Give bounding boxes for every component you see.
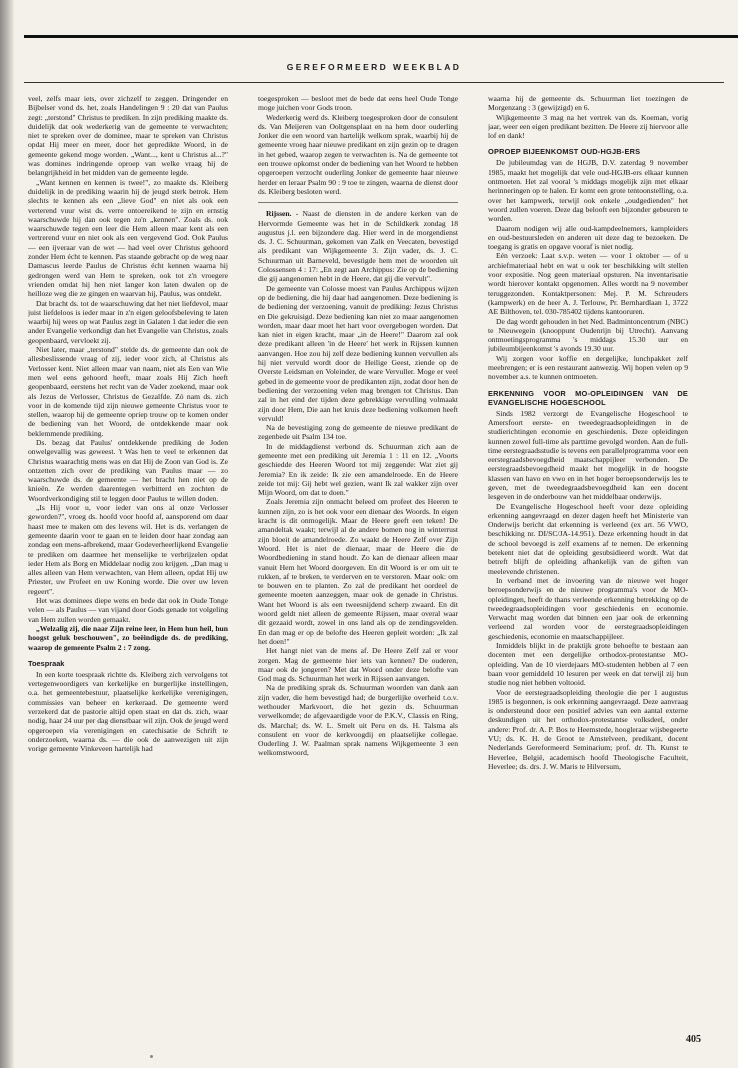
paragraph: veel, zelfs maar iets, over zichzelf te zeggen. Dringender en Bijbelser vond ds. het, zoals Handelingen 9 : 20 dat van Paulus zegt: „terstond" Christus te prediken. In zijn prediking maakte ds. duidelijk dat ook wederkerig van de gemeente te verwachten; niet te spreken over de dominee, maar te spreken van Christus opdat Hij meer en meer, door het gepredikte Woord, in de gemeente gekend moge worden. „Want..., kent u Christus al...?" was domines indringende oproep van welke vraag hij de belangrijkheid in het midden van de gemeente legde. [28, 94, 228, 178]
paragraph: Het was dominees diepe wens en bede dat ook in Oude Tonge velen — als Paulus — van vijand door Gods genade tot volgeling van Hem zullen worden gemaakt. [28, 596, 228, 624]
paragraph: De Evangelische Hogeschool heeft voor deze opleiding erkenning aangevraagd en dezer dagen heeft het Ministerie van Onderwijs bericht dat erkenning is verleend (ex art. 56 VWO, beschikking nr. DI/SC/JA-14.951). Deze erkenning houdt in dat de school bevoegd is zelf examens af te nemen. De erkenning betekent niet dat de opleiding gesubsidieerd wordt. Wat dat betreft blijft de opleiding afhankelijk van de giften van meelevende christenen. [488, 501, 688, 576]
top-rule [24, 35, 738, 38]
paragraph: Ds. bezag dat Paulus' ontdekkende prediking de Joden onwelgevallig was geweest. 't Was hen te veel te erkennen dat Christus waarachtig mens was en dat Hij de Zoon van God is. Ze ontzetten zich over de prediking van Paulus maar — zo waarschuwde ds. de gemeente — het bracht hen niet op de knieën. Ze werden daarentegen verbitterd en zochten de Woordverkondiging stil te leggen door Paulus te willen doden. [28, 437, 228, 503]
paragraph: Wij zorgen voor koffie en dergelijke, lunchpakket zelf meebrengen; er is een restaurant aanwezig. Wij hopen velen op 9 november a.s. te kunnen ontmoeten. [488, 353, 688, 382]
paragraph-closing-psalm: „Welzalig zij, die naar Zijn reine leer, in Hem hun heil, hun hoogst geluk beschouwen", zo beëindigde ds. de prediking, waarop de gemeente Psalm 2 : 7 zong. [28, 623, 228, 652]
paragraph: Wijkgemeente 3 mag na het vertrek van ds. Koeman, vorig jaar, weer een eigen predikant bezitten. De Heere zij hiervoor alle lof en dank! [488, 112, 688, 141]
section-heading-erkenning: ERKENNING VOOR MO-OPLEIDINGEN VAN DE EVANGELISCHE HOGESCHOOL [488, 388, 688, 407]
paragraph: Het hangt niet van de mens af. De Heere Zelf zal er voor zorgen. Mag de gemeente hier iets van kennen? De ouderen, maar ook de jongeren? Met dat Woord onder deze belofte van God mag ds. Schuurman het werk in Rijssen aanvangen. [258, 646, 458, 684]
print-speck [150, 1055, 153, 1058]
paragraph: Zoals Jeremia zijn onmacht beleed om profeet des Heeren te kunnen zijn, zo is het ook voor een dienaar des Woords. In eigen kracht is dit onmogelijk. Maar de Heere geeft een teken! De amandeltak waakt; terwijl al de andere bomen nog in winterrust zijn bloeit de amandelroede. Zo waakt de Heere Zelf over Zijn Woord. Het is niet de dienaar, maar de Heere die de Woordbediening in stand houdt. Zo kan de dienaar alleen maar vanuit Hem het Woord doorgeven. En dit Woord is er om uit te rukken, af te breken, te verderven en te verstoren. Maar ook: om te bouwen en te planten. Zo zal de predikant het oordeel de gemeente moeten aanzeggen, maar ook de genade in Christus. Want het Woord is als een tweesnijdend scherp zwaard. En dit woord geldt niet alleen de gemeente Rijssen, maar overal waar dit gezaaid wordt, zowel in ons land als op de zendingsvelden. En dan mag er op de belofte des Heeren gepleit worden: „Ik zal het doen!" [258, 497, 458, 646]
paragraph: Inmiddels blijkt in de praktijk grote behoefte te bestaan aan docenten met een dergelijke orthodox-protestantse MO-opleiding. Van de 10 vierdejaars MO-studenten hebben al 7 een baan voor gemiddeld 10 lesuren per week en dat terwijl zij hun studie nog niet hebben voltooid. [488, 641, 688, 688]
paragraph: Voor de eerstegraadsopleiding theologie die per 1 augustus 1985 is begonnen, is ook erkenning aangevraagd. Deze aanvraag is ondersteund door een positief advies van een aantal externe deskundigen uit het orthodox-protestantse volksdeel, onder andere: Prof. dr. A. P. Bos te Heemstede, hoogleraar wijsbegeerte VU; ds. K. H. de Groot te Amstelveen, predikant, docent Nederlands Gereformeerd Seminarium; prof. dr. Th. Kunst te Heverlee, België, academisch hoofd Theologische Faculteit, Heverlee; ds. drs. J. W. Maris te Hilversum, [488, 687, 688, 771]
column-3 [488, 94, 688, 1042]
paragraph: „Want kennen en kennen is twee!", zo maakte ds. Kleiberg duidelijk in de prediking waarin hij de jeugd sterk betrok. Hem slechts te kennen als een „lieve God" en niet als ook een verterend vuur wist ds. verre ontoereikend te zijn en ernstig waarschuwde hij dan ook tegen zo'n „kennen". Zoals ds. ook waarschuwde tegen een leer die Hem alleen maar kent als een vertrerend vuur en niet ook als een vergevend God. Ook Paulus — een ijveraar van de wet — had veel over Christus gehoord zonder Hem écht te kennen. Pas staande gebracht op de weg naar Damascus leerde Paulus de Christus écht kennen waarna hij gedrongen werd van Hem te spreken, ook tot z'n vroegere vrienden omdat hij hen niet langer kon laten dwalen op de heilloze weg die ze gingen en waarvan hij, Paulus, was ontdekt. [28, 177, 228, 299]
page-binding-shadow [0, 0, 14, 1068]
running-header: GEREFORMEERD WEEKBLAD [286, 62, 462, 72]
paragraph: In de middagdienst verbond ds. Schuurman zich aan de gemeente met een prediking uit Jeremia 1 : 11 en 12. „Voorts geschiedde des Heeren Woord tot mij zeggende: Wat ziet gij Jeremia? En ik zeide: Ik zie een amandelroede. En de Heere zeide tot mij: Gij hebt wel gezien, want Ik zal wakker zijn over Mijn Woord, om dat te doen." [258, 441, 458, 498]
paragraph: De dag wordt gehouden in het Ned. Badmintoncentrum (NBC) te Nieuwegein (knooppunt Oudenrijn bij Utrecht). Aanvang ontmoetingsprogramma 's middags 15.30 uur en jubileumbijeenkomst 's avonds 19.30 uur. [488, 316, 688, 354]
paragraph: Sinds 1982 verzorgt de Evangelische Hogeschool te Amersfoort eerste- en tweedegraadsopleidingen in de studierichtingen economie en geschiedenis. Deze opleidingen kunnen zowel full-time als parttime gevolgd worden. Aan de full-time eerstegraadsstudie is tevens een parallelprogramma voor een eerstegraadsbevoegdheid maatschappijleer verbonden. De eerstegraadsbevoegdheid maakt het mogelijk in de hoogste klassen van havo en vwo en in het hoger beroepsonderwijs les te geven, met de tweedegraadsbevoegdheid kan een docent lesgeven in de onderbouw van het middelbaar onderwijs. [488, 408, 688, 502]
paragraph: toegesproken — besloot met de bede dat eens heel Oude Tonge moge juichen voor Gods troon. [258, 94, 458, 113]
paragraph: De gemeente van Colosse moest van Paulus Archippus wijzen op de bediening, die hij daar had aangenomen. Deze bediening is de bediening der verzoening, vanuit de prediking: Jezus Christus en Die gekruisigd. Deze bediening kan niet zo maar aangenomen worden, maar daar moet het hart voor overgebogen worden. Dat kan niet in eigen kracht, maar „in de Heere!" Daarom zal ook deze predikant alleen 'in de Heere' het werk in Rijssen kunnen aanvangen. Hoe zou hij zelf deze bediening kunnen vervullen als hij niet vervuld wordt door de Heilige Geest, ziende op de Overste Leidsman en Voleinder, de ware Vervuller. Moge er veel gebed in de gemeente voor de predikanten zijn, zodat door hen de bediening der verzoening velen mag brengen tot Christus. Dan zal in het eind der tijden deze gebrekkige vervulling volmaakt zijn door Hem, Die aan het kruis deze bediening volkomen heeft vervuld! [258, 283, 458, 423]
paragraph: In een korte toespraak richtte ds. Kleiberg zich vervolgens tot vertegenwoordigers van kerkelijke en burgerlijke instellingen, o.a. het gemeentebestuur, plaatselijke kerkelijke verenigingen, commissies van beheer en kerkeraad. De gemeente werd verzekerd dat de pastorie altijd open staat en dat ds. zich, waar nodig, haar 24 uur per dag dienstbaar wil zijn. Ook de jeugd werd opgeroepen via verenigingen en catechisatie de Schrift te onderzoeken, waarna ds. — die ook de aanwezigen uit zijn vorige gemeente Vinkeveen hartelijk had [28, 669, 228, 754]
paragraph: Dat bracht ds. tot de waarschuwing dat het niet liefdevol, maar juist liefdeloos is ieder maar in z'n eigen geloofsbeleving te laten waarbij hij wees op wat Paulus zegt in Galaten 1 dat ieder die een ander Evangelie verkondigt dan het Evangelie van Christus, zoals geopenbaard, vervloekt zij. [28, 298, 228, 345]
header-rule [24, 82, 724, 83]
paragraph: In verband met de invoering van de nieuwe wet hoger beroepsonderwijs en de nieuwe programma's voor de MO-opleidingen, heeft de thans verleende erkenning betrekking op de tweedegraadsopleidingen voor geschiedenis en economie. Verwacht mag worden dat binnen een jaar ook de erkenning verleend zal worden voor de eerstegraadsopleidingen geschiedenis, economie en maatschappijleer. [488, 575, 688, 641]
paragraph: waarna hij de gemeente ds. Schuurman liet toezingen de Morgenzang : 3 (gewijzigd) en 6. [488, 94, 688, 113]
paragraph-rijssen [258, 209, 458, 283]
section-divider [258, 202, 458, 203]
column-1 [28, 94, 228, 1042]
paragraph: De jubileumdag van de HGJB, D.V. zaterdag 9 november 1985, maakt het mogelijk dat vele oud-HGJB-ers elkaar kunnen ontmoeten. Het zal vooral 's middags mogelijk zijn met elkaar herinneringen op te halen. Er komt een grote tentoonstelling, o.a. over het kampwerk, terwijl ook enkele „oudgedienden" het woord zullen voeren. Deze dag belooft een bijzonder gebeuren te worden. [488, 158, 688, 224]
place-name-lead: Rijssen. [266, 209, 292, 219]
paragraph: „Is Hij voor u, voor ieder van ons al onze Verlosser geworden?", vroeg ds. hoofd voor hoofd af, aansporend om daar haast mee te maken om des levens wil. Het is ds. verlangen de gemeente daarin voor te gaan en te leiden door haar zondag aan zondag een mens-afbrekend, maar Godeverheerlijkend Evangelie te prediken om daarmee het menselijke te verbrijzelen opdat ieder Hem als Borg en Middelaar nodig zou krijgen. „Dan mag u alles alleen van Hem verwachten, van Hem alleen, opdat Hij uw Priester, uw Profeet en uw Koning worde. Die over uw leven regeert". [28, 503, 228, 596]
paragraph: Eén verzoek: Laat s.v.p. weten — voor 1 oktober — of u archiefmateriaal hebt en wat u ook ter beschikking wilt stellen voor expositie. Nog geen materiaal opsturen. Na inventarisatie wordt hierover kontakt opgenomen. Alles wordt na 9 november teruggezonden. Kontaktpersonen: Mej. P. M. Schreuders (kampwerk) en de heer A. J. Terlouw, Pr. Bernhardlaan 1, 3722 AE Bilthoven, tel. 030-785402 tijdens kantooruren. [488, 251, 688, 317]
paragraph-text: - Naast de diensten in de andere kerken van de Hervormde Gemeente was het in de Schildkerk zondag 18 augustus j.l. een bijzondere dag. Hier werd in de morgendienst ds. J. C. Schuurman, gekomen van Zalk en Veecaten, bevestigd als predikant van Wijkgemeente 3. Zijn vader, ds. J. C. Schuurman uit Barneveld, bevestigde hem met de woorden uit Colossensen 4 : 17: „En zegt aan Archippus: Zie op de bediening die gij aangenomen hebt in de Heere, dat gij die vervult". [258, 209, 458, 284]
paragraph: Na de prediking sprak ds. Schuurman woorden van dank aan zijn vader, die hem bevestigd had; de burgerlijke overheid t.o.v. wethouder Markvoort, die het gezin ds. Schuurman verwelkomde; de afgevaardigde voor de P.K.V., Classis en Ring, ds. Marchal; ds. W. L. Smelt uit Peru en ds. H. Talsma als consulent en voor de kerkvoogdij en plaatselijke collegae. Ouderling J. W. Paalman sprak namens Wijkgemeente 3 een welkomstwoord, [258, 683, 458, 758]
paragraph: Wederkerig werd ds. Kleiberg toegesproken door de consulent ds. Van Meijeren van Ooltgensplaat en na hem door ouderling Jonker die een woord van hartelijk welkom sprak, waarbij hij de gemeente vroeg haar nieuwe predikant en zijn gezin op te dragen in het gebed, waarop zegen te verwachten is. Na de gemeente tot een trouwe opkomst onder de bediening van het Woord te hebben opgeroepen verzocht ouderling Jonker de gemeente haar nieuwe herder en leraar Psalm 90 : 9 toe te zingen, waarna de dienst door ds. Kleiberg besloten werd. [258, 112, 458, 196]
page-number: 405 [686, 1034, 701, 1045]
column-2 [258, 94, 458, 1042]
paragraph: Niet later, maar „terstond" stelde ds. de gemeente dan ook de allesbeslissende vraag of zij, ieder voor zich, al Christus als Verlosser kent. Niet alleen maar van naam, niet als Een van Wie men wel eens gehoord heeft, maar zoals Hij Zich heeft geopenbaard, eerstens het recht van de Vader zoekend, maar ook als Jezus de Verlosser, Christus de Gezalfde. Zó nam ds. zich voor in de komende tijd zijn nieuwe gemeente Christus voor te stellen, waarop hij de gemeente opriep trouw op te komen onder de bediening van het Woord, de ontdekkende maar ook beklemmende prediking. [28, 345, 228, 438]
paragraph: Na de bevestiging zong de gemeente de nieuwe predikant de zegenbede uit Psalm 134 toe. [258, 423, 458, 442]
section-heading-toespraak: Toespraak [28, 658, 65, 668]
section-heading-oproep: OPROEP BIJEENKOMST OUD-HGJB-ERS [488, 147, 641, 157]
paragraph: Daarom nodigen wij alle oud-kampdeelnemers, kampleiders en oud-bestuursleden en anderen uit deze dag te bezoeken. De toegang is gratis en opgave vooraf is niet nodig. [488, 223, 688, 252]
